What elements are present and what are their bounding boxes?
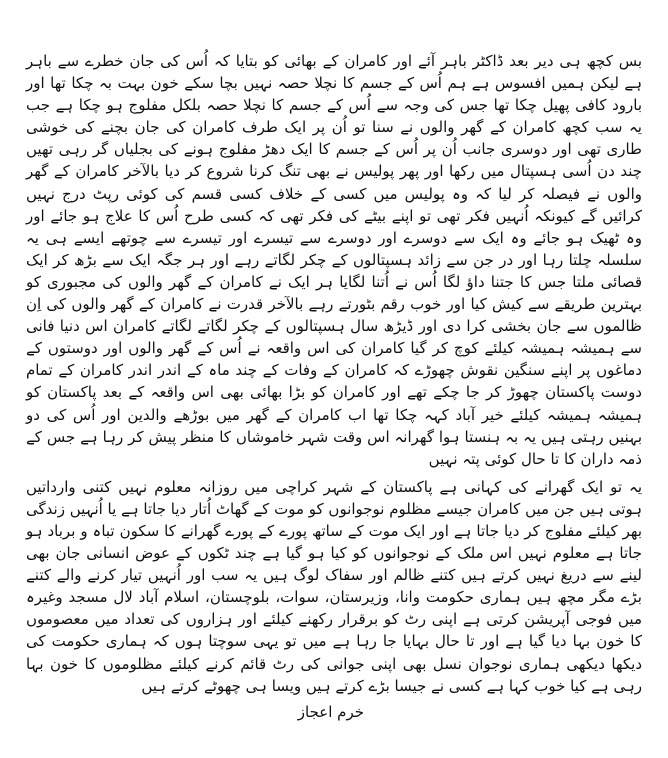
paragraph-2: یہ تو ایک گھرانے کی کہانی ہے پاکستان کے شہر کراچی میں روزانہ معلوم نہیں کتنی وارداتیں ہوتی ہیں جن میں کامران جیسے مظلوم نوجوانوں کو موت کے گھاٹ اُتار دیا جاتا ہے یا اُنہیں زندگی بھر کیلئے مفلوج کر دیا جاتا ہے اور ایک موت کے ساتھ پورے کے پورے گھرانے کا سکون تباہ و برباد ہو جاتا ہے معلوم نہیں اس ملک کے نوجوانوں کو کیا ہو گیا ہے چند ٹکوں کے عوض انسانی جان بھی لینے سے دریغ نہیں کرتے ہیں کتنے ظالم اور سفاک لوگ ہیں یہ سب اور اُنہیں تیار کرنے والے کتنے بڑے مگر مچھ ہیں ہماری حکومت وانا، وزیرستان، سوات، بلوچستان، اسلام آباد لال مسجد وغیرہ میں فوجی آپریشن کرتی ہے اپنی رٹ کو برقرار رکھنے کیلئے اور ہزاروں کی تعداد میں معصوموں کا خون بہا دیا گیا ہے اور تا حال بہایا جا رہا ہے میں تو یہی سوچتا ہوں کہ ہماری حکومت کی دیکھا دیکھی ہماری نوجوان نسل بھی اپنی جوانی کی رٹ قائم کرنے کیلئے مظلوموں کا خون بہا رہی ہے کیا خوب کہا ہے کسی نے جیسا بڑے کرتے ہیں ویسا ہی چھوٹے کرتے ہیں [26, 477, 642, 695]
article-body [26, 50, 642, 723]
paragraph-1: بس کچھ ہی دیر بعد ڈاکٹر باہر آئے اور کامران کے بھائی کو بتایا کہ اُس کی جان خطرے سے باہر ہے لیکن ہمیں افسوس ہے ہم اُس کے جسم کا نچلا حصہ نہیں بچا سکے خون بہت بہ چکا تھا اور بارود کافی پھیل چکا تھا جس کی وجہ سے اُس کے جسم کا نچلا حصہ بلکل مفلوج ہو چکا ہے جب یہ سب کچھ کامران کے گھر والوں نے سنا تو اُن پر ایک طرف کامران کی جان بچنے کی خوشی طاری تھی اور دوسری جانب اُن پر اُس کے جسم کا ایک دھڑ مفلوج ہونے کی بجلیاں گر رہی تھیں چند دن اُسی ہسپتال میں رکھا اور پھر پولیس نے بھی تنگ کرنا شروع کر دیا بالآخر کامران کے گھر والوں نے فیصلہ کر لیا کہ وہ پولیس میں کسی کے خلاف کسی قسم کی کوئی رپٹ درج نہیں کرائیں گے کیونکہ اُنہیں فکر تھی تو اپنے بیٹے کی فکر تھی کہ کسی طرح اُس کا علاج ہو جائے اور وہ ٹھیک ہو جائے وہ ایک سے دوسرے اور دوسرے سے تیسرے اور تیسرے سے چوتھے ایسے ہی یہ سلسلہ چلتا رہا اور در جن سے زائد ہسپتالوں کے چکر لگاتے رہے اور ہر جگہ ایک سے بڑھ کر ایک قصائی ملتا جس کا جتنا داؤ لگا اُس نے اُتنا لگایا ہر ایک نے کامران کے گھر والوں کی مجبوری کو بہترین طریقے سے کیش کیا اور خوب رقم بٹورتے رہے بالآخر قدرت نے کامران کے گھر والوں کی اِن ظالموں سے جان بخشی کرا دی اور ڈیڑھ سال ہسپتالوں کے چکر لگاتے لگاتے کامران اس دنیا فانی سے ہمیشہ ہمیشہ کیلئے کوچ کر گیا کامران کی اس واقعہ نے اُس کے گھر والوں اور دوستوں کے دماغوں پر اپنے سنگین نقوش چھوڑے کہ کامران کے وفات کے چند ماہ کے اندر اندر کامران کے تمام دوست پاکستان چھوڑ کر جا چکے تھے اور کامران کو بڑا بھائی بھی اس واقعہ کے بعد پاکستان کو ہمیشہ ہمیشہ کیلئے خیر آباد کہہ چکا تھا اب کامران کے گھر میں بوڑھے والدین اور اُس کی دو بہنیں رہتی ہیں یہ بہ ہنستا ہوا گھرانہ اس وقت شہر خاموشاں کا منظر پیش کر رہا ہے جس کے ذمہ داران کا تا حال کوئی پتہ نہیں [26, 52, 642, 468]
author-signature: خرم اعجاز [297, 702, 364, 721]
